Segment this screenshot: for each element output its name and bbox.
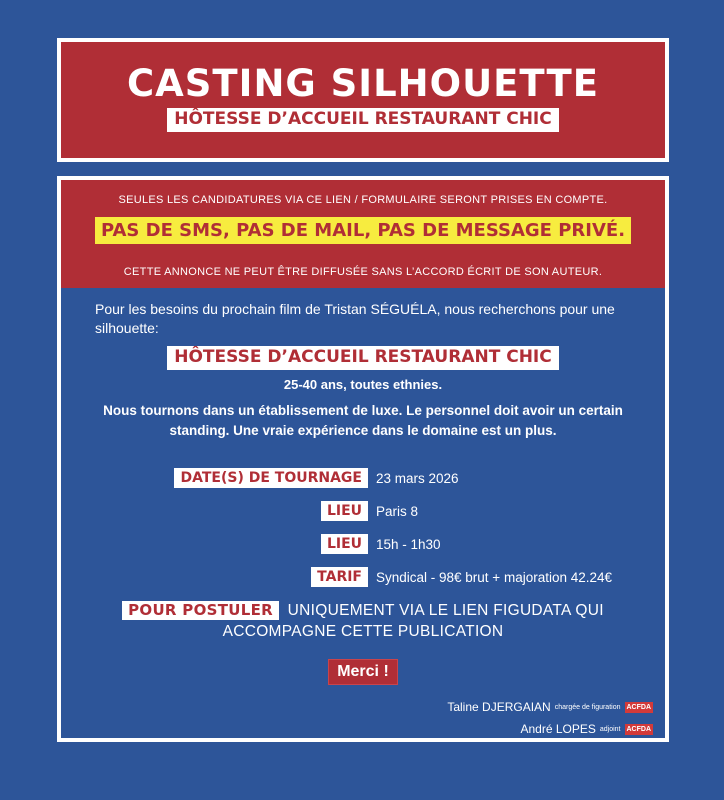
signature-name: André LOPES: [520, 722, 596, 736]
detail-label: DATE(S) DE TOURNAGE: [174, 468, 368, 488]
signature-role: adjoint: [599, 725, 621, 733]
signature-badge: ACFDA: [626, 725, 651, 733]
warning-highlight: PAS DE SMS, PAS DE MAIL, PAS DE MESSAGE PRIVÉ.: [95, 217, 631, 244]
detail-value: 15h - 1h30: [376, 537, 441, 552]
detail-label: LIEU: [321, 501, 368, 521]
detail-row-date: [61, 468, 673, 492]
page-title: CASTING SILHOUETTE: [127, 62, 599, 105]
header-banner: [57, 38, 669, 162]
signature-1: [447, 700, 653, 714]
header-subtitle: HÔTESSE D’ACCUEIL RESTAURANT CHIC: [167, 108, 558, 132]
apply-section: [61, 600, 665, 642]
warning-line-1: SEULES LES CANDIDATURES VIA CE LIEN / FORMULAIRE SERONT PRISES EN COMPTE.: [118, 194, 608, 206]
warning-banner: [61, 180, 665, 288]
detail-row-rate: [61, 567, 673, 591]
warning-line-2: CETTE ANNONCE NE PEUT ÊTRE DIFFUSÉE SANS L’ACCORD ÉCRIT DE SON AUTEUR.: [123, 266, 603, 278]
signature-2: [520, 722, 653, 736]
apply-text-1: UNIQUEMENT VIA LE LIEN FIGUDATA QUI: [287, 602, 604, 619]
detail-label: TARIF: [311, 567, 368, 587]
age-text: 25-40 ans, toutes ethnies.: [283, 377, 443, 392]
signature-badge: ACFDA: [626, 703, 651, 711]
thanks-wrap: [61, 659, 665, 685]
signature-name: Taline DJERGAIAN: [447, 700, 551, 714]
role-title: HÔTESSE D’ACCUEIL RESTAURANT CHIC: [167, 346, 558, 370]
apply-label: POUR POSTULER: [122, 601, 279, 620]
detail-row-hours: [61, 534, 673, 558]
description-text: Nous tournons dans un établissement de luxe. Le personnel doit avoir un certain standing. Une vraie expérience dans le domaine est un plus.: [103, 403, 623, 438]
detail-value: Syndical - 98€ brut + majoration 42.24€: [376, 570, 613, 585]
detail-value: 23 mars 2026: [376, 471, 459, 486]
signature-role: chargée de figuration: [554, 703, 621, 711]
role-title-wrap: [61, 346, 665, 370]
thanks-badge: Merci !: [328, 659, 398, 685]
announcement-card: [57, 176, 669, 742]
detail-label: LIEU: [321, 534, 368, 554]
apply-text-2: ACCOMPAGNE CETTE PUBLICATION: [222, 623, 504, 640]
detail-value: Paris 8: [376, 504, 419, 519]
warning-highlight-wrap: [79, 220, 647, 241]
intro-text: Pour les besoins du prochain film de Tristan SÉGUÉLA, nous recherchons pour une silhouette:: [95, 301, 615, 336]
detail-row-location: [61, 501, 673, 525]
